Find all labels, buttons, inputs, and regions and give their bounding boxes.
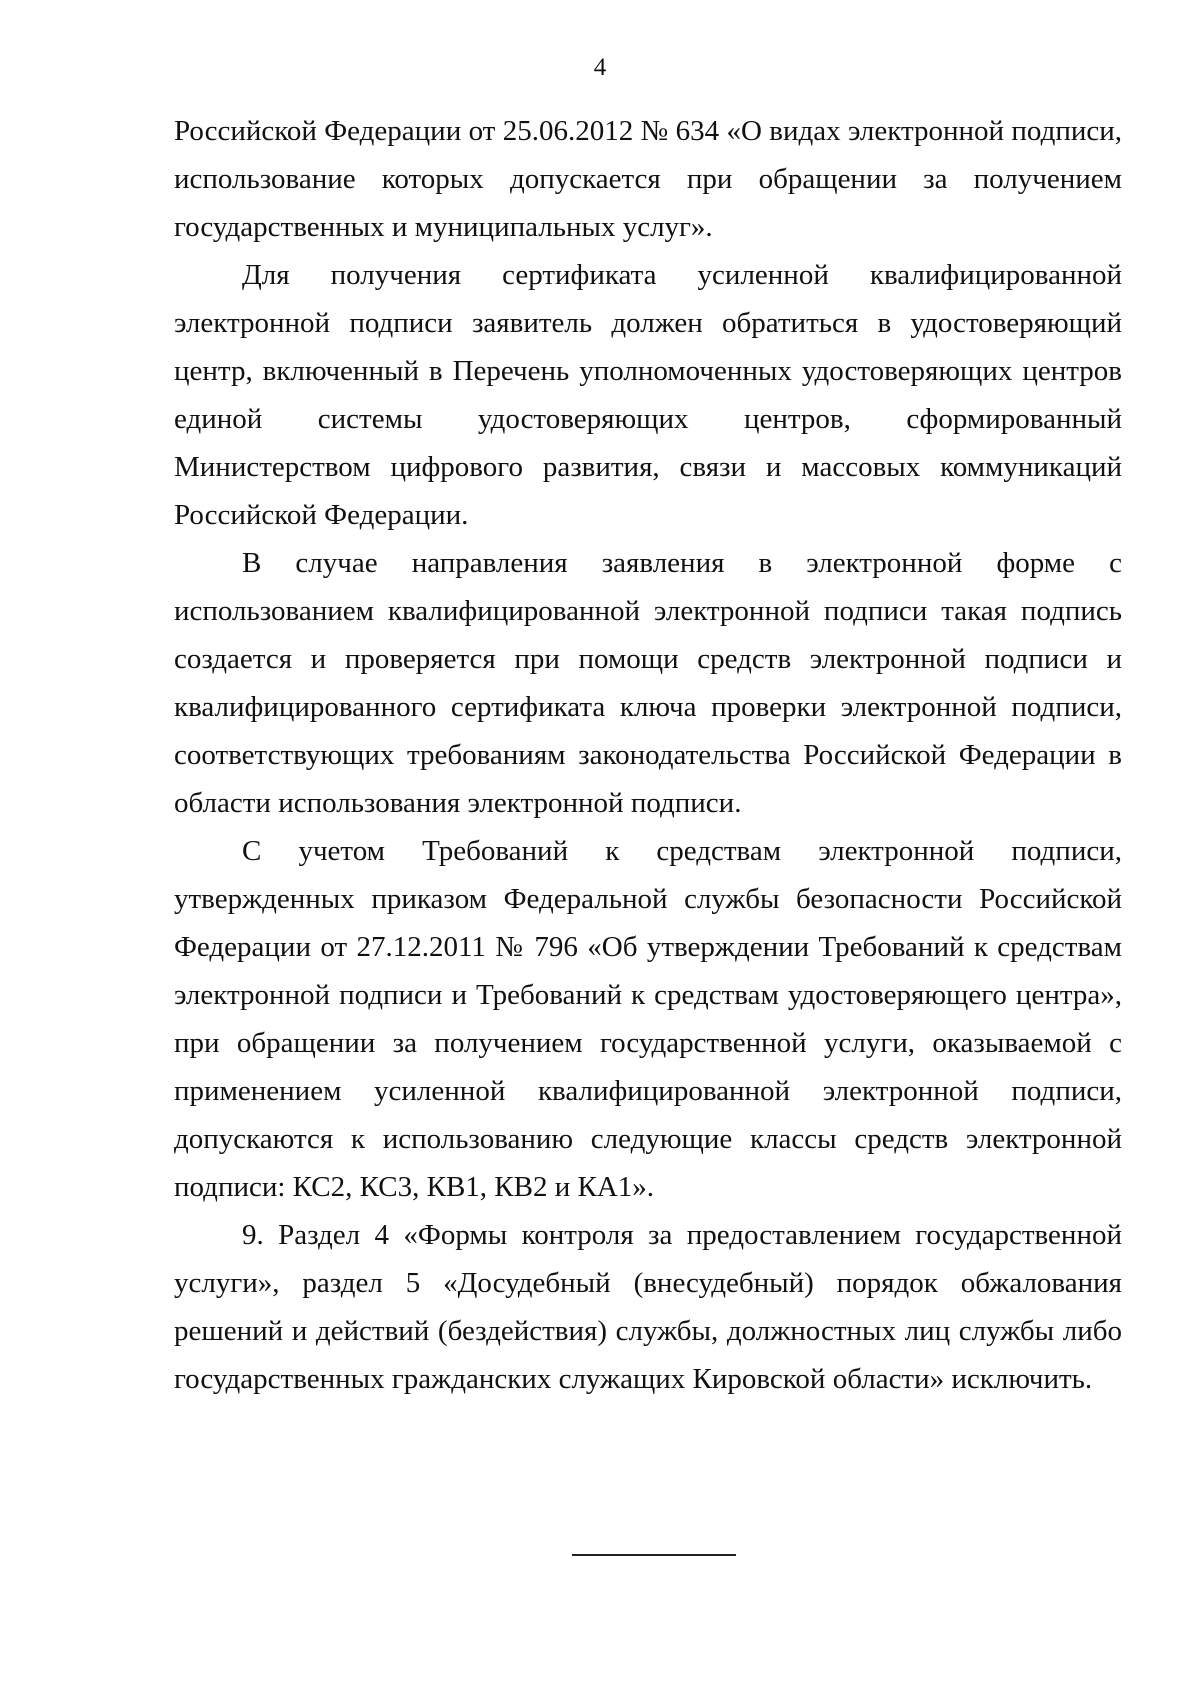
end-rule xyxy=(572,1554,736,1556)
paragraph-electronic-application: В случае направления заявления в электронной форме с использованием квалифицированной электронной подписи такая подпись создается и проверяется при помощи средств электронной подписи и квалифицированного сертификата ключа проверки электронной подписи, соответствующих требованиям законодательства Российской Федерации в области использования электронной подписи. xyxy=(174,547,1122,819)
paragraph-certificate: Для получения сертификата усиленной квалифицированной электронной подписи заявитель должен обратиться в удостоверяющий центр, включенный в Перечень уполномоченных удостоверяющих центров единой системы удостоверяющих центров, сформированный Министерством цифрового развития, связи и массовых коммуникаций Российской Федерации. xyxy=(174,259,1122,531)
paragraph-continuation: Российской Федерации от 25.06.2012 № 634 «О видах электронной подписи, использование которых допускается при обращении за получением государственных и муниципальных услуг». xyxy=(174,115,1122,243)
document-body xyxy=(174,107,1122,1403)
page-number: 4 xyxy=(593,54,607,81)
paragraph-item-9: 9. Раздел 4 «Формы контроля за предоставлением государственной услуги», раздел 5 «Досудебный (внесудебный) порядок обжалования решений и действий (бездействия) службы, должностных лиц службы либо государственных гражданских служащих Кировской области» исключить. xyxy=(174,1219,1122,1395)
paragraph-requirements: С учетом Требований к средствам электронной подписи, утвержденных приказом Федеральной службы безопасности Российской Федерации от 27.12.2011 № 796 «Об утверждении Требований к средствам электронной подписи и Требований к средствам удостоверяющего центра», при обращении за получением государственной услуги, оказываемой с применением усиленной квалифицированной электронной подписи, допускаются к использованию следующие классы средств электронной подписи: КС2, КС3, КВ1, КВ2 и КА1». xyxy=(174,835,1122,1203)
